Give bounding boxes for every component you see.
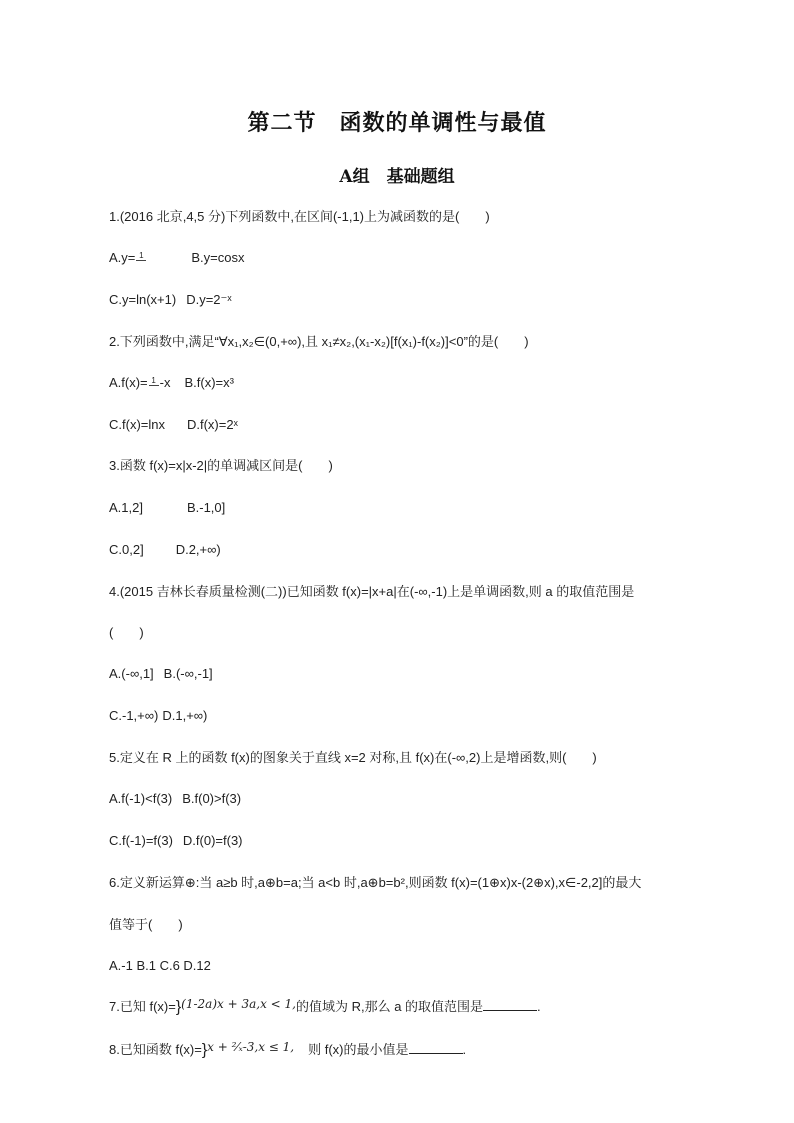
q4-option-c: C.-1,+∞): [109, 708, 159, 723]
q5-stem: 5.定义在 R 上的函数 f(x)的图象关于直线 x=2 对称,且 f(x)在(-∞,2)上是增函数,则( ): [109, 750, 597, 765]
fraction: 1: [149, 377, 159, 391]
answer-blank[interactable]: [409, 1041, 463, 1054]
q6-options: A.-1 B.1 C.6 D.12: [109, 958, 211, 973]
q2-option-c: C.f(x)=lnx: [109, 417, 165, 432]
q3-option-d: D.2,+∞): [175, 542, 221, 557]
q1-options-ab: [109, 249, 244, 267]
q6-stem-continued: 值等于( ): [109, 917, 183, 932]
q6-stem: 6.定义新运算⊕:当 a≥b 时,a⊕b=a;当 a<b 时,a⊕b=b²,则函数 f(x)=(1⊕x)x-(2⊕x),x∈-2,2]的最大: [109, 875, 642, 890]
section-heading: A组 基础题组: [339, 167, 455, 187]
q1-stem: 1.(2016 北京,4,5 分)下列函数中,在区间(-1,1)上为减函数的是( ): [109, 209, 490, 224]
q5-option-c: C.f(-1)=f(3): [109, 833, 173, 848]
brace: }: [175, 998, 182, 1016]
q7-stem: 7.已知 f(x)=}(1-2a)x + 3a,x < 1,的值域为 R,那么 a 的取值范围是 .: [109, 997, 541, 1016]
q1-option-b: B.y=cosx: [191, 250, 245, 265]
q5-options-ab: [109, 790, 241, 808]
q1-option-c: C.y=ln(x+1): [109, 292, 177, 307]
brace: }: [201, 1041, 208, 1059]
piecewise-expression: (1-2a)x + 3a,x < 1,: [181, 997, 296, 1011]
q5-options-cd: [109, 832, 243, 850]
q1-option-a: A.y= 1: [109, 249, 147, 267]
piecewise-expression: x + ²⁄ₓ-3,x ≤ 1,: [207, 1040, 295, 1054]
answer-blank[interactable]: [483, 998, 537, 1011]
q3-options-ab: [109, 499, 225, 517]
q5-option-d: D.f(0)=f(3): [182, 833, 243, 848]
q8-stem: 8.已知函数 f(x)=}x + ²⁄ₓ-3,x ≤ 1, 则 f(x)的最小值是 .: [109, 1040, 467, 1059]
q4-answer-paren: ( ): [109, 625, 144, 640]
q2-stem: 2.下列函数中,满足“∀x₁,x₂∈(0,+∞),且 x₁≠x₂,(x₁-x₂)[f(x₁)-f(x₂)]<0”的是( ): [109, 334, 529, 349]
q3-options-cd: [109, 541, 221, 559]
q4-option-b: B.(-∞,-1]: [163, 666, 213, 681]
q5-option-b: B.f(0)>f(3): [182, 791, 242, 806]
q2-option-a: A.f(x)= 1 -x: [109, 375, 171, 390]
page-title: 第二节 函数的单调性与最值: [247, 110, 547, 136]
q3-option-c: C.0,2]: [109, 542, 144, 557]
q3-option-b: B.-1,0]: [186, 500, 226, 515]
q2-options-ab: [109, 374, 234, 392]
q4-options-cd: [109, 707, 207, 725]
q3-option-a: A.1,2]: [109, 500, 143, 515]
q4-options-ab: [109, 665, 213, 683]
q3-stem: 3.函数 f(x)=x|x-2|的单调减区间是( ): [109, 458, 333, 473]
q2-option-d: D.f(x)=2ˣ: [186, 417, 238, 432]
q2-option-b: B.f(x)=x³: [184, 375, 234, 390]
q4-stem: 4.(2015 吉林长春质量检测(二))已知函数 f(x)=|x+a|在(-∞,-1)上是单调函数,则 a 的取值范围是: [109, 584, 635, 599]
q5-option-a: A.f(-1)<f(3): [109, 791, 173, 806]
q2-options-cd: [109, 416, 238, 434]
q1-options-cd: [109, 291, 232, 309]
fraction: 1: [136, 252, 146, 266]
q4-option-a: A.(-∞,1]: [109, 666, 154, 681]
q4-option-d: D.1,+∞): [162, 708, 208, 723]
q1-option-d: D.y=2⁻ˣ: [186, 292, 232, 307]
